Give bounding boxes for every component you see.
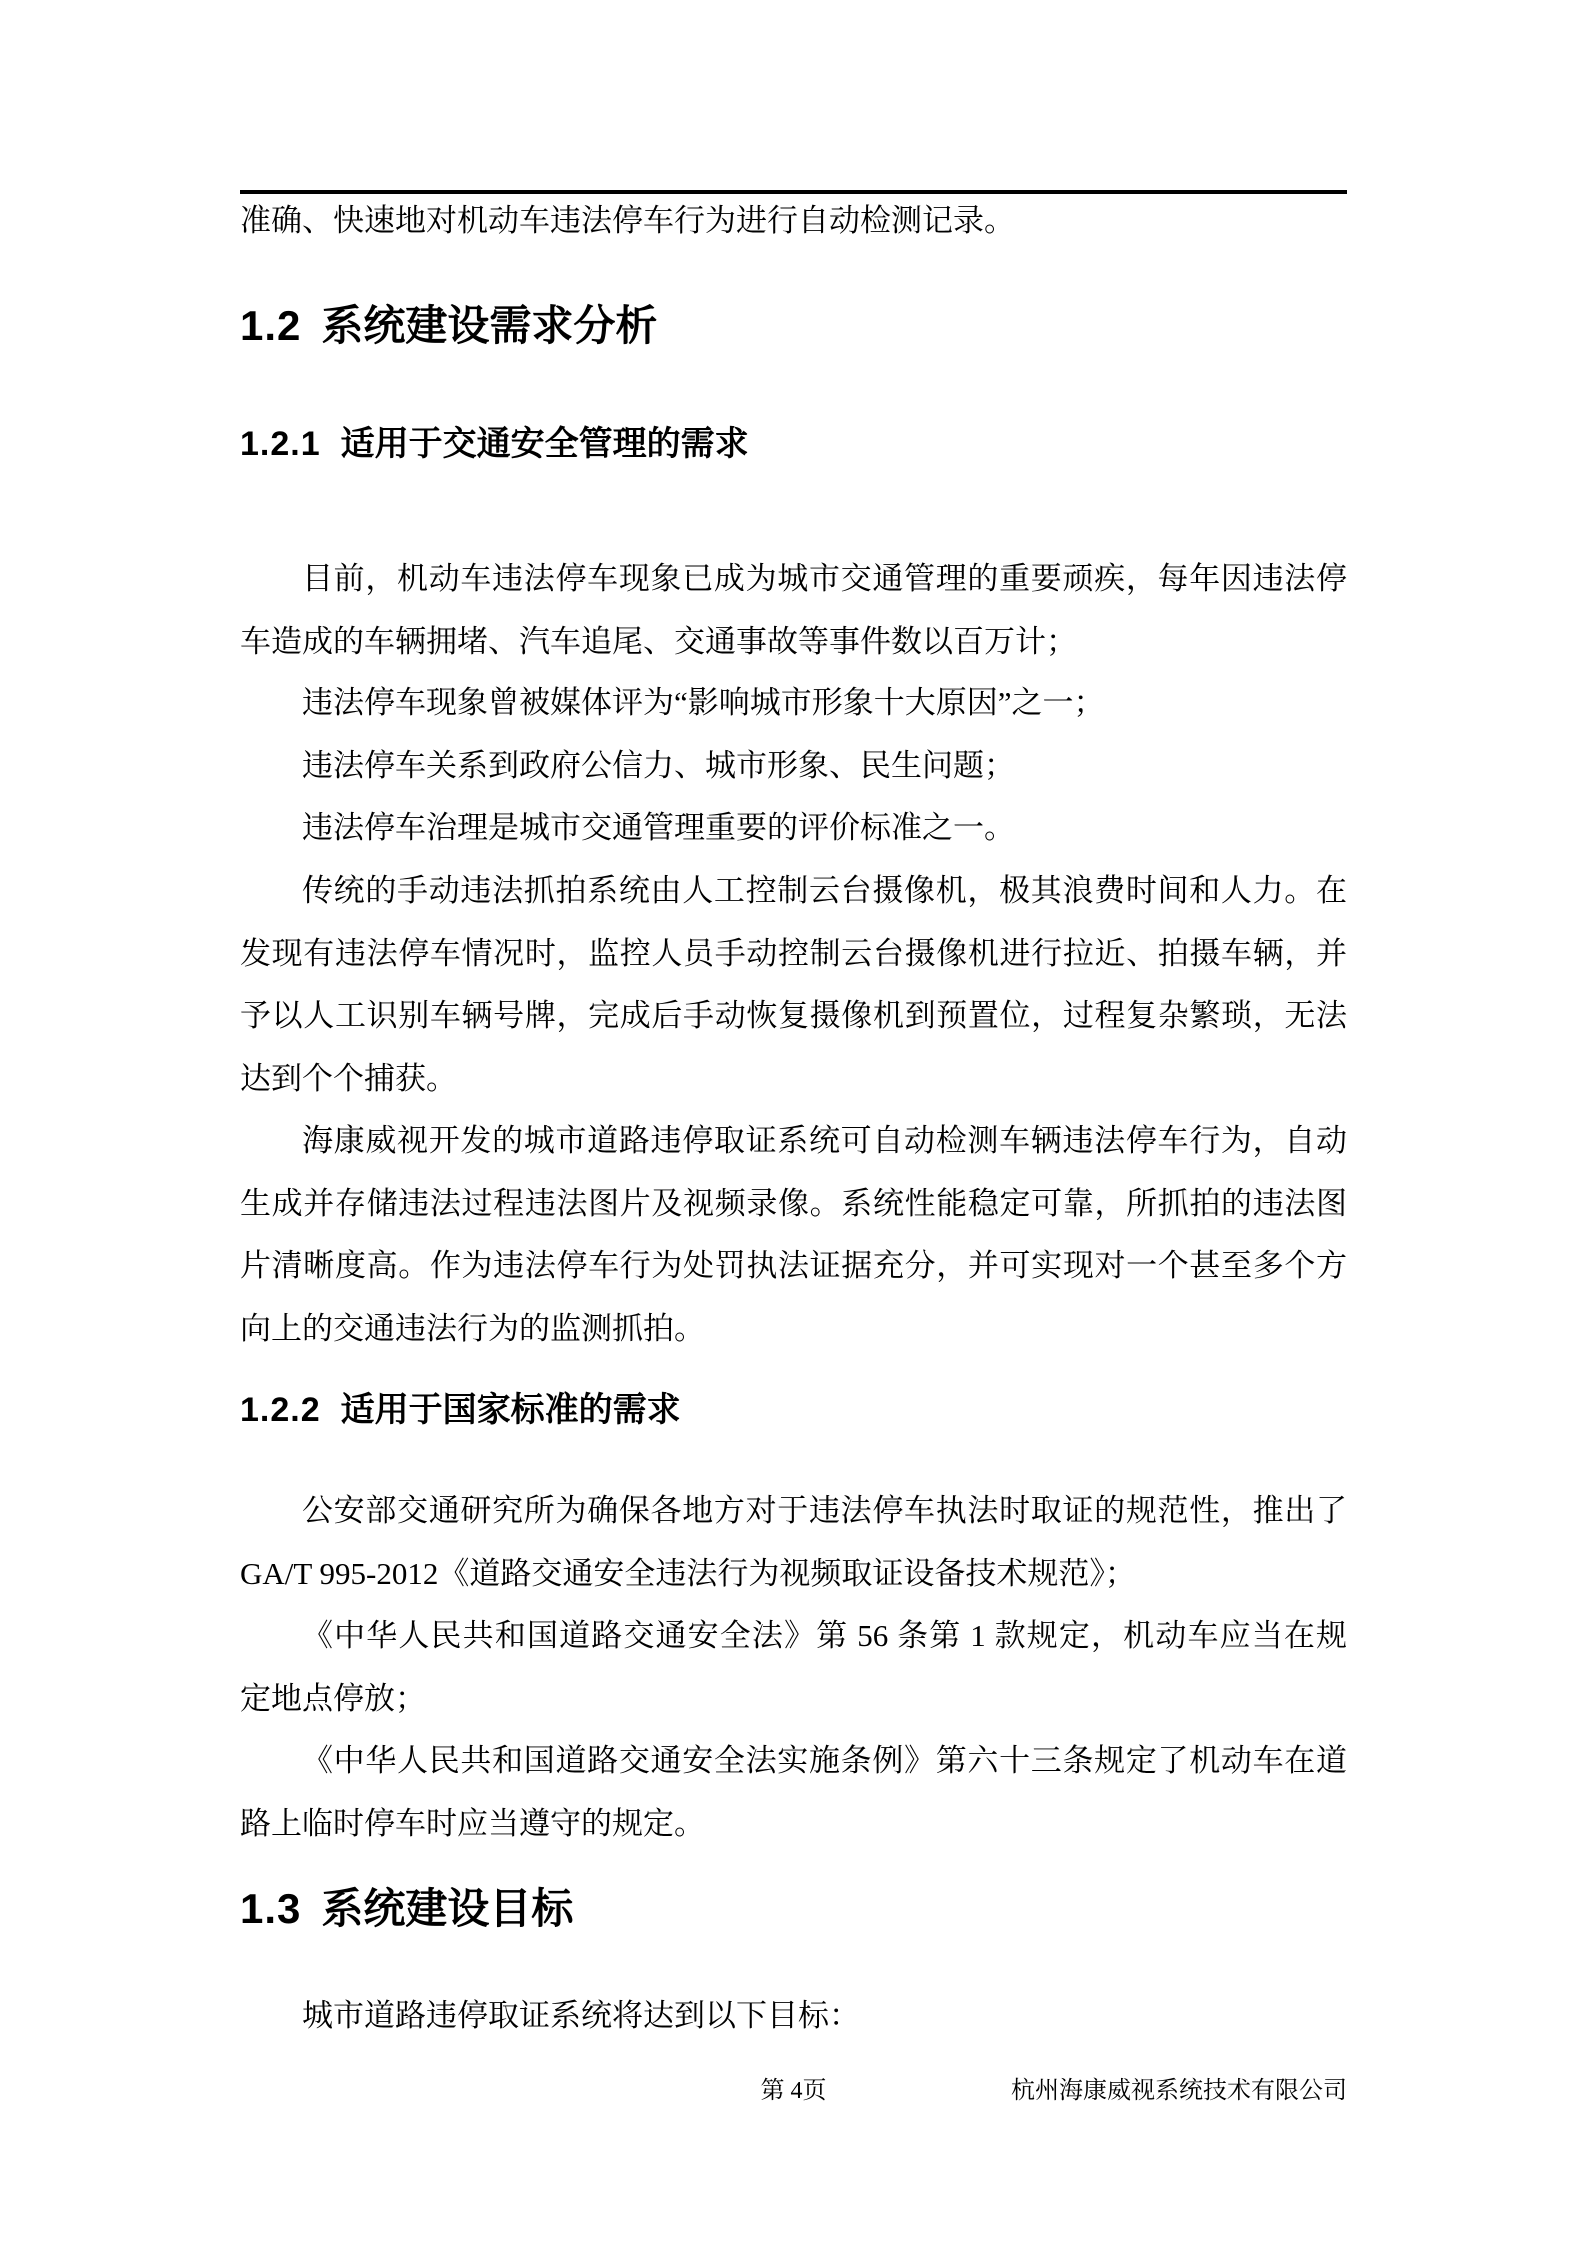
section-heading-1-2 [240,296,1347,356]
heading-title: 适用于国家标准的需求 [340,1391,681,1429]
paragraph-line: 违法停车治理是城市交通管理重要的评价标准之一。 [302,810,1015,845]
page-footer [240,2075,1347,2107]
paragraph-line: 发现有违法停车情况时，监控人员手动控制云台摄像机进行拉近、拍摄车辆，并 [240,935,1347,971]
paragraph [240,1730,1347,1855]
heading-number: 1.3 [240,1885,302,1932]
paragraph-line: 城市道路违停取证系统将达到以下目标： [302,1998,860,2033]
paragraph-line: 片清晰度高。作为违法停车行为处罚执法证据充分，并可实现对一个甚至多个方 [240,1248,1347,1283]
footer-company: 杭州海康威视系统技术有限公司 [1011,2078,1347,2104]
paragraph [240,1110,1347,1360]
paragraph [240,735,1347,798]
paragraph [240,1605,1347,1730]
paragraph [240,672,1347,735]
paragraph-line: 违法停车关系到政府公信力、城市形象、民生问题； [302,748,1015,783]
paragraph [240,1480,1347,1605]
paragraph-line: 《中华人民共和国道路交通安全法实施条例》第六十三条规定了机动车在道 [302,1743,1347,1778]
section-heading-1-2-2 [240,1382,1347,1438]
paragraph-line: 公安部交通研究所为确保各地方对于违法停车执法时取证的规范性，推出了 [302,1493,1347,1528]
paragraph-line: GA/T 995-2012《道路交通安全违法行为视频取证设备技术规范》； [240,1555,1136,1591]
section-heading-1-2-1 [240,416,1347,472]
paragraph-line: 传统的手动违法抓拍系统由人工控制云台摄像机，极其浪费时间和人力。在 [302,873,1347,908]
section-heading-1-3 [240,1879,1347,1939]
heading-title: 适用于交通安全管理的需求 [340,425,749,463]
heading-number: 1.2.1 [240,425,321,463]
paragraph-line: 达到个个捕获。 [240,1060,457,1096]
heading-number: 1.2 [240,302,302,349]
paragraph-line: 车造成的车辆拥堵、汽车追尾、交通事故等事件数以百万计； [240,623,1077,659]
paragraph-line: 《中华人民共和国道路交通安全法》第 56 条第 1 款规定，机动车应当在规 [302,1618,1347,1653]
heading-title: 系统建设目标 [321,1885,574,1932]
paragraph [240,1985,1347,2048]
paragraph-line: 违法停车现象曾被媒体评为“影响城市形象十大原因”之一； [302,685,1105,720]
paragraph-line: 予以人工识别车辆号牌，完成后手动恢复摄像机到预置位，过程复杂繁琐，无法 [240,998,1347,1033]
paragraph-line: 目前，机动车违法停车现象已成为城市交通管理的重要顽疾，每年因违法停 [302,561,1347,596]
paragraph [240,548,1347,673]
page-number: 第 4页 [760,2078,827,2104]
paragraph-line: 路上临时停车时应当遵守的规定。 [240,1805,705,1841]
heading-number: 1.2.2 [240,1391,321,1429]
paragraph-line: 海康威视开发的城市道路违停取证系统可自动检测车辆违法停车行为，自动 [302,1123,1347,1158]
paragraph-line: 准确、快速地对机动车违法停车行为进行自动检测记录。 [240,203,1015,238]
heading-title: 系统建设需求分析 [321,302,658,349]
paragraph-line: 生成并存储违法过程违法图片及视频录像。系统性能稳定可靠，所抓拍的违法图 [240,1185,1347,1221]
paragraph [240,860,1347,1110]
paragraph [240,797,1347,860]
paragraph-line: 定地点停放； [240,1680,426,1716]
paragraph-line: 向上的交通违法行为的监测抓拍。 [240,1310,705,1346]
